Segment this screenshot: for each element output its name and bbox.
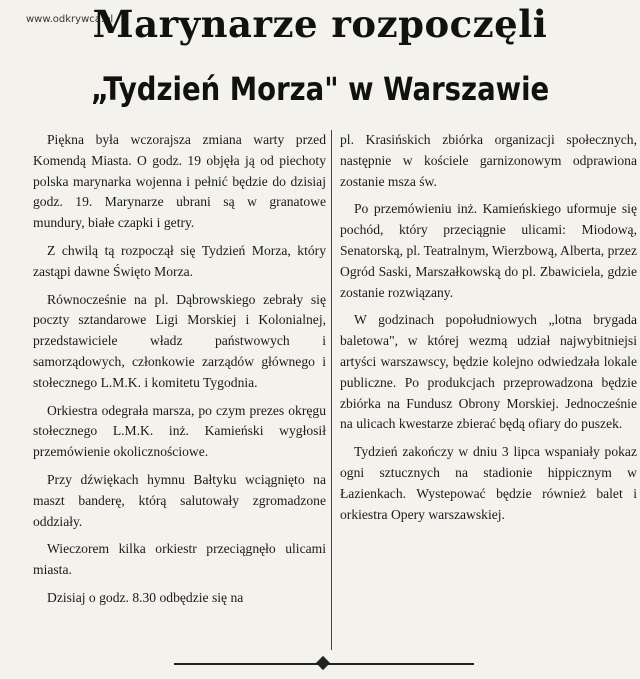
paragraph: Po przemówieniu inż. Kamieńskiego uformuje się pochód, który przeciągnie ulicami: Miodową, Senatorską, pl. Teatralnym, Wierzbową, Alberta, przez Ogród Saski, Marszałkowską do pl. Zbawiciela, gdzie zostanie rozwiązany.: [340, 201, 637, 300]
paragraph: Piękna była wczorajsza zmiana warty przed Komendą Miasta. O godz. 19 objęła ją od piechoty polska marynarka wojenna i pełnić będzie do dzisiaj godz. 19. Marynarze ubrani są w granatowe mundury, białe czapki i getry.: [33, 132, 326, 231]
paragraph: Orkiestra odegrała marsza, po czym prezes okręgu stołecznego L.M.K. inż. Kamieński wygłosił przemówienie okolicznościowe.: [33, 402, 326, 460]
end-rule-ornament: [316, 656, 330, 670]
paragraph: Z chwilą tą rozpoczął się Tydzień Morza, który zastąpi dawne Święto Morza.: [33, 242, 326, 279]
paragraph: Dzisiaj o godz. 8.30 odbędzie się na: [47, 589, 244, 605]
paragraph: Równocześnie na pl. Dąbrowskiego zebrały się poczty sztandarowe Ligi Morskiej i Kolonialnej, przedstawiciele władz państwowych i samorządowych, członkowie zarządów głównego i stołecznego L.M.K. i komitetu Tygodnia.: [33, 291, 326, 390]
paragraph: W godzinach popołudniowych „lotna brygada baletowa", w której wezmą udział najwybitniejsi artyści warszawscy, będzie kolejno odwiedzała lokale publiczne. Po produkcjach przeprowadzona będzie zbiórka na Fundusz Obrony Morskiej. Jednocześnie na ulicach kwestarze zbierać będą ofiary do puszek.: [340, 312, 637, 432]
paragraph: Tydzień zakończy w dniu 3 lipca wspaniały pokaz ogni sztucznych na stadionie hippicznym w Łazienkach. Wystepować będzie również balet i orkiestra Opery warszawskiej.: [340, 444, 637, 522]
column-divider: [331, 130, 332, 650]
left-column: [33, 130, 326, 616]
subheadline: „Tydzień Morza" w Warszawie: [90, 70, 550, 108]
paragraph: pl. Krasińskich zbiórka organizacji społecznych, następnie w kościele garnizonowym odprawiona zostanie msza św.: [340, 132, 637, 189]
paragraph: Przy dźwiękach hymnu Bałtyku wciągnięto na maszt banderę, którą salutowały zgromadzone oddziały.: [33, 471, 326, 529]
headline: Marynarze rozpoczęli: [92, 2, 548, 46]
paragraph: Wieczorem kilka orkiestr przeciągnęło ulicami miasta.: [33, 541, 326, 578]
watermark: www.odkrywca.pl: [26, 14, 114, 25]
right-column: [340, 130, 637, 532]
